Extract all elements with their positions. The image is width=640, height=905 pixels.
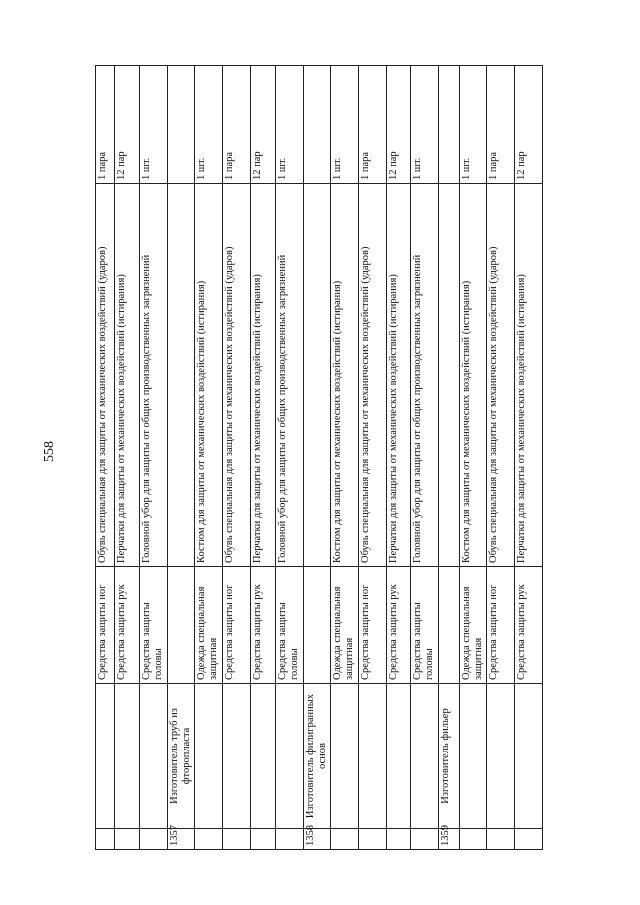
quantity-cell: 1 пара [359,66,387,184]
table-row [387,66,411,850]
profession-cell: Изготовитель фильер [439,684,460,829]
row-number-cell [359,829,387,850]
profession-cell: Изготовитель труб из фторопласта [168,684,195,829]
profession-cell [411,684,439,829]
quantity-cell [168,66,195,184]
ppe-norms-table [95,65,543,850]
ppe-type-cell: Средства защиты ног [487,567,515,684]
ppe-item-cell: Перчатки для защиты от механических воздействий (истирания) [251,184,276,567]
quantity-cell: 1 пара [223,66,251,184]
ppe-item-cell: Перчатки для защиты от механических воздействий (истирания) [515,184,543,567]
profession-cell [359,684,387,829]
table-body [96,66,543,850]
table-row [140,66,168,850]
ppe-item-cell [439,184,460,567]
row-number-cell [487,829,515,850]
table-row [359,66,387,850]
ppe-item-cell: Обувь специальная для защиты от механических воздействий (ударов) [487,184,515,567]
profession-cell [487,684,515,829]
ppe-type-cell: Средства защиты головы [411,567,439,684]
ppe-item-cell: Обувь специальная для защиты от механических воздействий (ударов) [96,184,115,567]
ppe-item-cell: Костюм для защиты от механических воздействий (истирания) [331,184,359,567]
row-number-cell [515,829,543,850]
quantity-cell: 12 пар [115,66,140,184]
ppe-item-cell: Перчатки для защиты от механических воздействий (истирания) [115,184,140,567]
quantity-cell [439,66,460,184]
profession-cell [460,684,487,829]
quantity-cell: 1 шт. [331,66,359,184]
row-number-cell [460,829,487,850]
ppe-type-cell [439,567,460,684]
ppe-item-cell: Обувь специальная для защиты от механических воздействий (ударов) [223,184,251,567]
row-number-cell [195,829,223,850]
ppe-type-cell: Средства защиты рук [251,567,276,684]
row-number-cell [276,829,304,850]
profession-cell [195,684,223,829]
profession-cell [140,684,168,829]
ppe-type-cell: Одежда специальная защитная [331,567,359,684]
table-row [487,66,515,850]
ppe-type-cell: Средства защиты головы [140,567,168,684]
row-number-cell: 1357 [168,829,195,850]
page-number: 558 [42,441,57,462]
quantity-cell: 1 шт. [276,66,304,184]
ppe-item-cell: Перчатки для защиты от механических воздействий (истирания) [387,184,411,567]
profession-cell [276,684,304,829]
row-number-cell: 1358 [304,829,331,850]
ppe-item-cell: Головной убор для защиты от общих производственных загрязнений [276,184,304,567]
quantity-cell: 1 шт. [411,66,439,184]
table-row [251,66,276,850]
quantity-cell: 1 пара [487,66,515,184]
table-row [223,66,251,850]
table-row [96,66,115,850]
quantity-cell: 1 шт. [140,66,168,184]
ppe-item-cell: Обувь специальная для защиты от механических воздействий (ударов) [359,184,387,567]
row-number-cell [223,829,251,850]
profession-cell [387,684,411,829]
ppe-item-cell: Костюм для защиты от механических воздействий (истирания) [195,184,223,567]
table-row [276,66,304,850]
ppe-item-cell [168,184,195,567]
quantity-cell: 12 пар [387,66,411,184]
quantity-cell: 1 шт. [460,66,487,184]
table-row [439,66,460,850]
ppe-type-cell: Одежда специальная защитная [460,567,487,684]
quantity-cell [304,66,331,184]
ppe-type-cell: Средства защиты ног [223,567,251,684]
ppe-type-cell: Средства защиты рук [115,567,140,684]
table-row [168,66,195,850]
table-row [331,66,359,850]
profession-cell [331,684,359,829]
ppe-type-cell [168,567,195,684]
ppe-type-cell: Средства защиты ног [359,567,387,684]
profession-cell: Изготовитель филигранных основ [304,684,331,829]
table-row [115,66,140,850]
ppe-type-cell: Одежда специальная защитная [195,567,223,684]
rotated-table-container [95,66,560,850]
row-number-cell [140,829,168,850]
quantity-cell: 1 шт. [195,66,223,184]
profession-cell [515,684,543,829]
ppe-item-cell [304,184,331,567]
table-row [304,66,331,850]
profession-cell [251,684,276,829]
row-number-cell [331,829,359,850]
row-number-cell [115,829,140,850]
table-row [515,66,543,850]
row-number-cell [251,829,276,850]
row-number-cell: 1359 [439,829,460,850]
ppe-type-cell [304,567,331,684]
profession-cell [115,684,140,829]
quantity-cell: 1 пара [96,66,115,184]
row-number-cell [387,829,411,850]
quantity-cell: 12 пар [515,66,543,184]
ppe-item-cell: Головной убор для защиты от общих производственных загрязнений [140,184,168,567]
ppe-item-cell: Головной убор для защиты от общих производственных загрязнений [411,184,439,567]
ppe-type-cell: Средства защиты головы [276,567,304,684]
table-row [195,66,223,850]
table-row [411,66,439,850]
ppe-type-cell: Средства защиты рук [515,567,543,684]
row-number-cell [96,829,115,850]
row-number-cell [411,829,439,850]
ppe-item-cell: Костюм для защиты от механических воздействий (истирания) [460,184,487,567]
ppe-type-cell: Средства защиты рук [387,567,411,684]
ppe-type-cell: Средства защиты ног [96,567,115,684]
profession-cell [223,684,251,829]
quantity-cell: 12 пар [251,66,276,184]
profession-cell [96,684,115,829]
table-row [460,66,487,850]
